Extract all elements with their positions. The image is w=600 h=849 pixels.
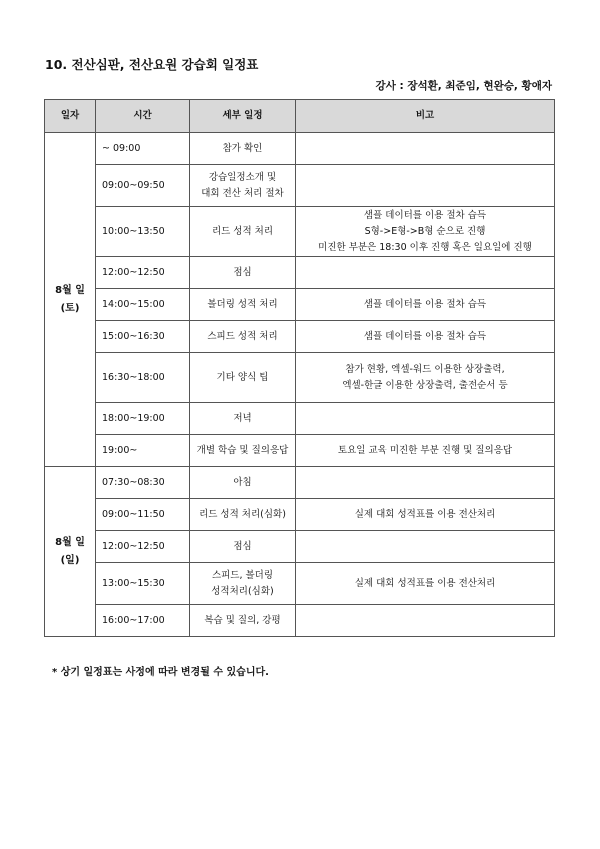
time-cell: ~ 09:00 xyxy=(96,133,190,165)
schedule-table xyxy=(44,99,555,637)
remark-cell xyxy=(296,133,555,165)
cell-line: 스피드, 볼더링 xyxy=(211,569,274,581)
cell-line: 복습 및 질의, 강평 xyxy=(204,614,281,626)
time-cell: 13:00~15:30 xyxy=(96,563,190,605)
cell-line: 강습일정소개 및 xyxy=(208,171,277,183)
cell-line: 참가 현황, 엑셀-워드 이용한 상장출력, xyxy=(345,363,505,375)
table-row xyxy=(45,353,555,403)
detail-cell xyxy=(190,499,296,531)
detail-cell xyxy=(190,257,296,289)
day-cell xyxy=(45,133,96,467)
table-row xyxy=(45,257,555,289)
time-cell: 10:00~13:50 xyxy=(96,207,190,257)
cell-line: 참가 확인 xyxy=(222,142,263,154)
cell-line: 리드 성적 처리(심화) xyxy=(199,508,286,520)
table-row xyxy=(45,321,555,353)
table-header-row xyxy=(45,100,555,133)
detail-cell xyxy=(190,289,296,321)
day-cell xyxy=(45,467,96,637)
day-label: 8월 일 xyxy=(55,536,85,548)
time-cell: 09:00~11:50 xyxy=(96,499,190,531)
time-cell: 16:30~18:00 xyxy=(96,353,190,403)
detail-cell xyxy=(190,403,296,435)
time-cell: 12:00~12:50 xyxy=(96,257,190,289)
cell-line: 미진한 부분은 18:30 이후 진행 혹은 일요일에 진행 xyxy=(318,241,532,253)
time-cell: 15:00~16:30 xyxy=(96,321,190,353)
table-row xyxy=(45,435,555,467)
cell-line: 점심 xyxy=(233,540,252,552)
table-row xyxy=(45,289,555,321)
cell-line: 볼더링 성적 처리 xyxy=(207,298,278,310)
detail-cell xyxy=(190,563,296,605)
table-row xyxy=(45,467,555,499)
table-row xyxy=(45,133,555,165)
cell-line: 대회 전산 처리 절차 xyxy=(201,187,284,199)
remark-cell xyxy=(296,207,555,257)
table-row xyxy=(45,563,555,605)
day-label: 8월 일 xyxy=(55,284,85,296)
detail-cell xyxy=(190,353,296,403)
remark-cell xyxy=(296,499,555,531)
detail-cell xyxy=(190,321,296,353)
time-cell: 19:00~ xyxy=(96,435,190,467)
header-date: 일자 xyxy=(45,100,96,133)
table-row xyxy=(45,403,555,435)
detail-cell xyxy=(190,467,296,499)
cell-line: 개별 학습 및 질의응답 xyxy=(196,444,289,456)
time-cell: 12:00~12:50 xyxy=(96,531,190,563)
header-detail: 세부 일정 xyxy=(190,100,296,133)
cell-line: 기타 양식 팁 xyxy=(216,371,269,383)
cell-line: S형->E형->B형 순으로 진행 xyxy=(364,225,486,237)
time-cell: 07:30~08:30 xyxy=(96,467,190,499)
remark-cell xyxy=(296,289,555,321)
detail-cell xyxy=(190,133,296,165)
footnote: * 상기 일정표는 사정에 따라 변경될 수 있습니다. xyxy=(52,667,269,678)
cell-line: 아침 xyxy=(233,476,252,488)
page-title: 10. 전산심판, 전산요원 강습회 일정표 xyxy=(45,57,259,72)
cell-line: 스피드 성적 처리 xyxy=(207,330,278,342)
cell-line: 샘플 데이터를 이용 절차 습득 xyxy=(363,298,487,310)
detail-cell xyxy=(190,605,296,637)
remark-cell xyxy=(296,321,555,353)
table-row xyxy=(45,207,555,257)
header-remark: 비고 xyxy=(296,100,555,133)
detail-cell xyxy=(190,165,296,207)
detail-cell xyxy=(190,531,296,563)
lecturer-line: 강사 : 장석환, 최준임, 현완승, 황애자 xyxy=(375,80,552,92)
cell-line: 엑셀-한글 이용한 상장출력, 출전순서 등 xyxy=(342,379,508,391)
table-row xyxy=(45,605,555,637)
remark-cell xyxy=(296,563,555,605)
cell-line: 점심 xyxy=(233,266,252,278)
time-cell: 18:00~19:00 xyxy=(96,403,190,435)
header-time: 시간 xyxy=(96,100,190,133)
remark-cell xyxy=(296,403,555,435)
cell-line: 토요일 교육 미진한 부분 진행 및 질의응답 xyxy=(337,444,513,456)
remark-cell xyxy=(296,165,555,207)
cell-line: 저녁 xyxy=(233,412,252,424)
detail-cell xyxy=(190,435,296,467)
schedule-body xyxy=(45,133,555,637)
cell-line: 실제 대회 성적표를 이용 전산처리 xyxy=(354,508,496,520)
cell-line: 샘플 데이터를 이용 절차 습득 xyxy=(363,330,487,342)
remark-cell xyxy=(296,353,555,403)
table-row xyxy=(45,531,555,563)
table-row xyxy=(45,499,555,531)
time-cell: 09:00~09:50 xyxy=(96,165,190,207)
remark-cell xyxy=(296,435,555,467)
remark-cell xyxy=(296,467,555,499)
day-weekday: (일) xyxy=(60,554,80,566)
cell-line: 실제 대회 성적표를 이용 전산처리 xyxy=(354,577,496,589)
day-weekday: (토) xyxy=(60,302,80,314)
remark-cell xyxy=(296,531,555,563)
cell-line: 리드 성적 처리 xyxy=(211,225,274,237)
table-row xyxy=(45,165,555,207)
detail-cell xyxy=(190,207,296,257)
cell-line: 샘플 데이터를 이용 절차 습득 xyxy=(363,209,487,221)
time-cell: 14:00~15:00 xyxy=(96,289,190,321)
time-cell: 16:00~17:00 xyxy=(96,605,190,637)
cell-line: 성적처리(심화) xyxy=(211,585,274,597)
remark-cell xyxy=(296,605,555,637)
remark-cell xyxy=(296,257,555,289)
